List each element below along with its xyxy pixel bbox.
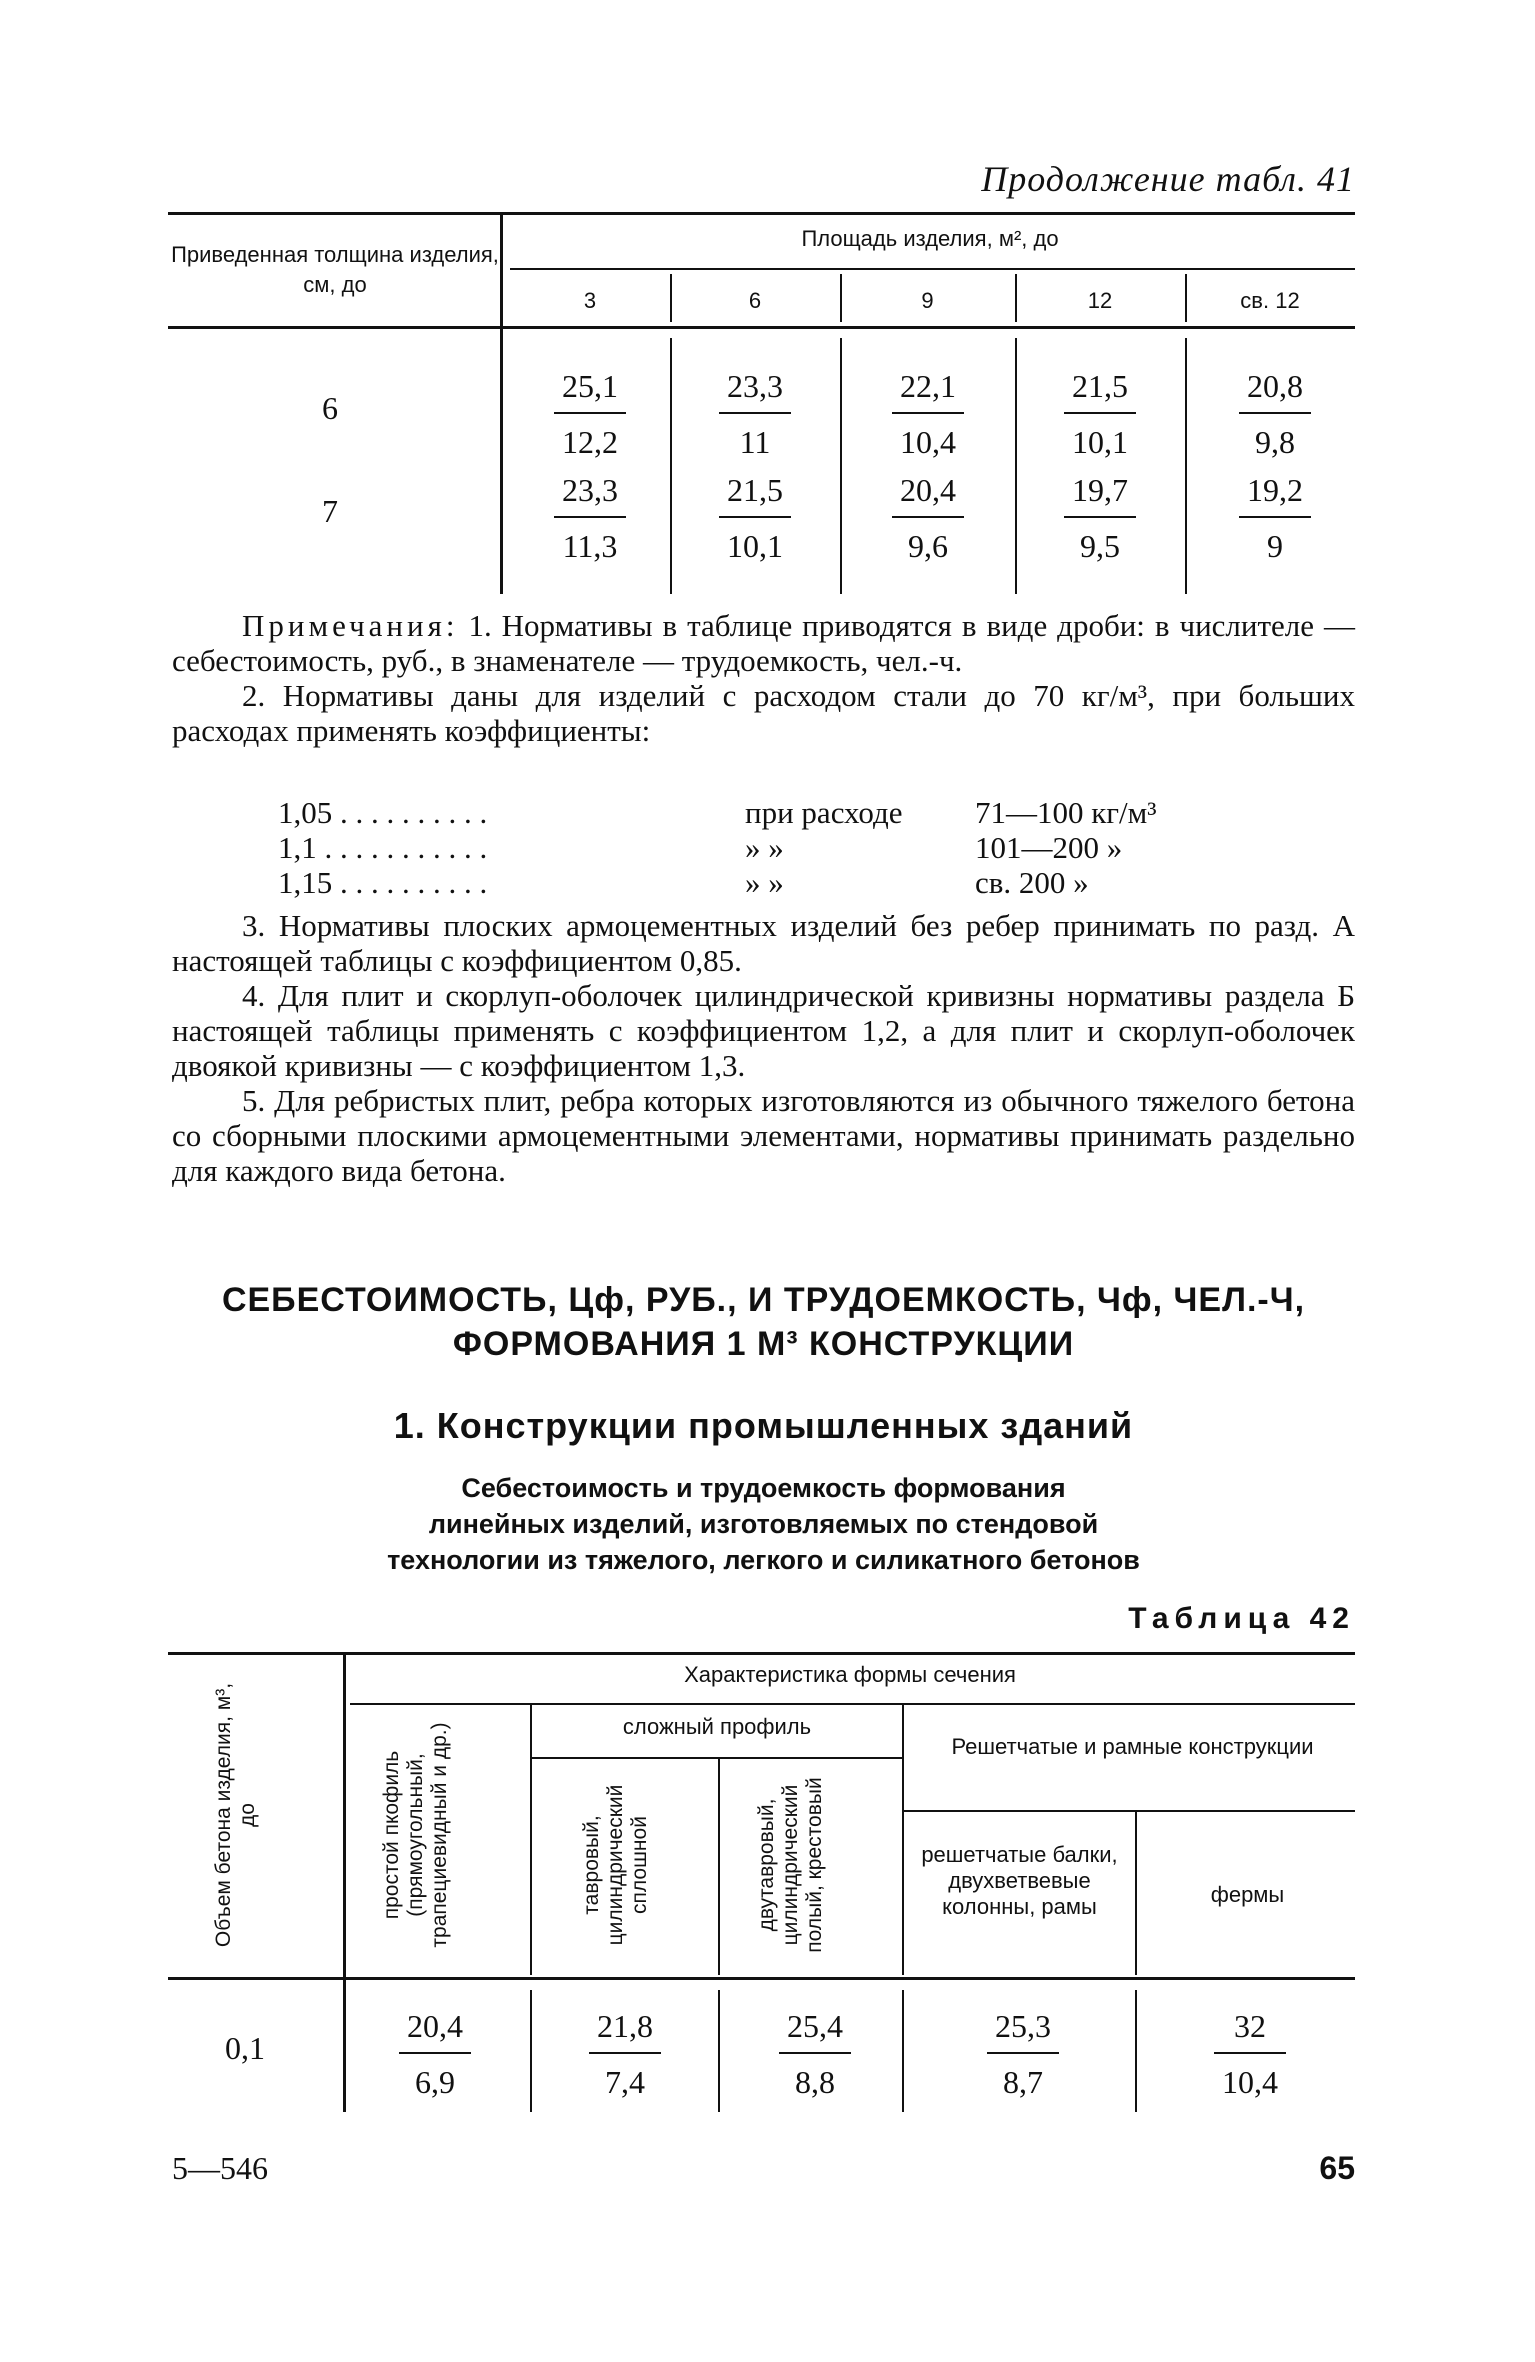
cost-value: 19,7: [1064, 470, 1136, 518]
table41-col-divider: [1185, 338, 1187, 594]
labor-value: 10,4: [900, 424, 956, 460]
labor-value: 12,2: [562, 424, 618, 460]
table41-col-divider: [840, 338, 842, 594]
table42-volume-header: Объем бетона изделия, м³, до: [212, 1682, 259, 1948]
table41-col-header: 9: [921, 288, 934, 313]
labor-value: 10,1: [1072, 424, 1128, 460]
caption-line: линейных изделий, изготовляемых по стендовой: [428, 1509, 1099, 1539]
table42-section-rule: [350, 1703, 1355, 1705]
labor-value: 9: [1267, 528, 1283, 564]
cost-value: 23,3: [554, 470, 626, 518]
caption-line: Себестоимость и трудоемкость формования: [461, 1473, 1066, 1503]
note-5: 5. Для ребристых плит, ребра которых изготовляются из обычного тяжелого бетона со сборными плоскими армоцементными элементами, нормативы принимать раздельно для каждого вида бетона.: [172, 1083, 1355, 1188]
labor-value: 10,4: [1222, 2064, 1278, 2100]
table42-cell: [968, 2006, 1078, 2102]
labor-value: 11: [739, 424, 771, 460]
cost-value: 32: [1214, 2006, 1286, 2054]
labor-value: 9,8: [1255, 424, 1295, 460]
table42-lattice-beams: решетчатые балки, двухветвевые колонны, рамы: [921, 1842, 1118, 1919]
table41-area-header: Площадь изделия, м², до: [801, 226, 1059, 251]
table42-caption: [172, 1470, 1355, 1578]
labor-value: 9,6: [908, 528, 948, 564]
section-title: [172, 1278, 1355, 1366]
coef-k: 1,05 . . . . . . . . . .: [278, 795, 488, 830]
table41-cell: [1220, 366, 1330, 462]
table42-complex-header: сложный профиль: [622, 1714, 812, 1739]
cost-value: 21,8: [589, 2006, 661, 2054]
table42-simple-profile: простой пкофиль (прямоугольный, трапециевидный и др.): [380, 1722, 451, 1948]
labor-value: 6,9: [415, 2064, 455, 2100]
coef-range: 101—200 »: [975, 830, 1123, 865]
table42-section-header: Характеристика формы сечения: [684, 1662, 1016, 1687]
table41-col-divider: [1015, 338, 1017, 594]
table42-divider: [1135, 1812, 1137, 1975]
cost-value: 20,4: [892, 470, 964, 518]
cost-value: 22,1: [892, 366, 964, 414]
labor-value: 9,5: [1080, 528, 1120, 564]
table41-col-header: 6: [748, 288, 762, 313]
table41-col-header: св. 12: [1240, 288, 1300, 313]
table42-lattice-header: Решетчатые и рамные конструкции: [951, 1734, 1314, 1759]
cost-value: 19,2: [1239, 470, 1311, 518]
footer-signature: 5—546: [172, 2150, 268, 2186]
table41-cell: [1045, 470, 1155, 566]
labor-value: 10,1: [727, 528, 783, 564]
labor-value: 8,8: [795, 2064, 835, 2100]
table42-col-divider: [530, 1990, 532, 2112]
notes-block: [172, 608, 1355, 748]
cost-value: 20,4: [399, 2006, 471, 2054]
table42-lattice-rule: [904, 1810, 1355, 1812]
continuation-label: Продолжение табл. 41: [981, 159, 1355, 199]
table41-row-label: 7: [322, 493, 338, 529]
cost-value: 21,5: [1064, 366, 1136, 414]
table41-cell: [535, 366, 645, 462]
notes-lead: Примечания:: [242, 608, 459, 643]
note-1-text: 1. Нормативы в таблице приводятся в виде дроби: в числителе — себестоимость, руб., в знаменателе — трудоемкость, чел.-ч.: [172, 608, 1355, 678]
table41-cell: [1045, 366, 1155, 462]
cost-value: 23,3: [719, 366, 791, 414]
table42-complex-rule: [532, 1757, 902, 1759]
table42-row-label: 0,1: [225, 2030, 265, 2066]
table41-top-rule: [168, 212, 1355, 215]
coef-range: 71—100 кг/м³: [975, 795, 1157, 830]
caption-line: технологии из тяжелого, легкого и силикатного бетонов: [387, 1545, 1140, 1575]
table41-col-divider: [840, 274, 842, 322]
coef-k: 1,15 . . . . . . . . . .: [278, 865, 488, 900]
cost-value: 25,1: [554, 366, 626, 414]
table41-cell: [700, 470, 810, 566]
table41-col-divider: [1015, 274, 1017, 322]
labor-value: 11,3: [562, 528, 618, 564]
note-4: 4. Для плит и скорлуп-оболочек цилиндрической кривизны нормативы раздела Б настоящей таблицы применять с коэффициентом 1,2, а для плит и скорлуп-оболочек двоякой кривизны — с коэффициентом 1,3.: [172, 978, 1355, 1083]
table42-label: Таблица 42: [1128, 1602, 1355, 1635]
table42-trusses: фермы: [1210, 1882, 1285, 1907]
subsection-title: 1. Конструкции промышленных зданий: [393, 1405, 1134, 1446]
table41-cell: [1220, 470, 1330, 566]
table41-cell: [873, 470, 983, 566]
table41-cell: [873, 366, 983, 462]
cost-value: 21,5: [719, 470, 791, 518]
table41-area-rule: [510, 268, 1355, 270]
table41-header-divider: [500, 214, 503, 594]
table42-cell: [760, 2006, 870, 2102]
table42-col-divider: [902, 1990, 904, 2112]
cost-value: 20,8: [1239, 366, 1311, 414]
table42-cell: [570, 2006, 680, 2102]
coef-cond: » »: [745, 830, 784, 865]
table42-col-divider: [1135, 1990, 1137, 2112]
table42-top-rule: [168, 1652, 1355, 1655]
table41-row-header: Приведенная толщина изделия, см, до: [171, 242, 499, 297]
table42-divider: [530, 1705, 532, 1975]
labor-value: 8,7: [1003, 2064, 1043, 2100]
section-title-line: СЕБЕСТОИМОСТЬ, Цф, РУБ., И ТРУДОЕМКОСТЬ, Чф, ЧЕЛ.-Ч,: [221, 1281, 1306, 1319]
coef-cond: » »: [745, 865, 784, 900]
notes-block-2: [172, 908, 1355, 1188]
table42-col-divider: [718, 1990, 720, 2112]
coef-range: св. 200 »: [975, 865, 1089, 900]
section-title-line: ФОРМОВАНИЯ 1 М³ КОНСТРУКЦИИ: [452, 1325, 1075, 1363]
table42-ibeam: двутавровый, цилиндрический полый, крестовый: [755, 1777, 826, 1953]
table41-col-divider: [670, 274, 672, 322]
coef-cond: при расходе: [745, 795, 903, 830]
labor-value: 7,4: [605, 2064, 645, 2100]
table41-row-label: 6: [322, 390, 338, 426]
table41-cell: [535, 470, 645, 566]
note-3: 3. Нормативы плоских армоцементных изделий без ребер принимать по разд. А настоящей таблицы с коэффициентом 0,85.: [172, 908, 1355, 978]
coef-k: 1,1 . . . . . . . . . . .: [278, 830, 488, 865]
table42-divider: [343, 1654, 346, 2112]
table41-header-rule: [168, 326, 1355, 329]
note-2: 2. Нормативы даны для изделий с расходом стали до 70 кг/м³, при больших расходах применять коэффициенты:: [172, 678, 1355, 748]
table42-header-rule: [168, 1977, 1355, 1980]
table41-cell: [700, 366, 810, 462]
cost-value: 25,3: [987, 2006, 1059, 2054]
cost-value: 25,4: [779, 2006, 851, 2054]
table42-cell: [380, 2006, 490, 2102]
note-1: [172, 608, 1355, 678]
table41-col-header: 12: [1087, 288, 1113, 313]
table42-cell: [1195, 2006, 1305, 2102]
page-number: 65: [1319, 2150, 1355, 2186]
table41-col-divider: [1185, 274, 1187, 322]
table42-divider: [718, 1759, 720, 1975]
table42-divider: [902, 1705, 904, 1975]
table42-tee: тавровый, цилиндрический сплошной: [580, 1784, 651, 1946]
table41-col-header: 3: [583, 288, 597, 313]
table41-col-divider: [670, 338, 672, 594]
